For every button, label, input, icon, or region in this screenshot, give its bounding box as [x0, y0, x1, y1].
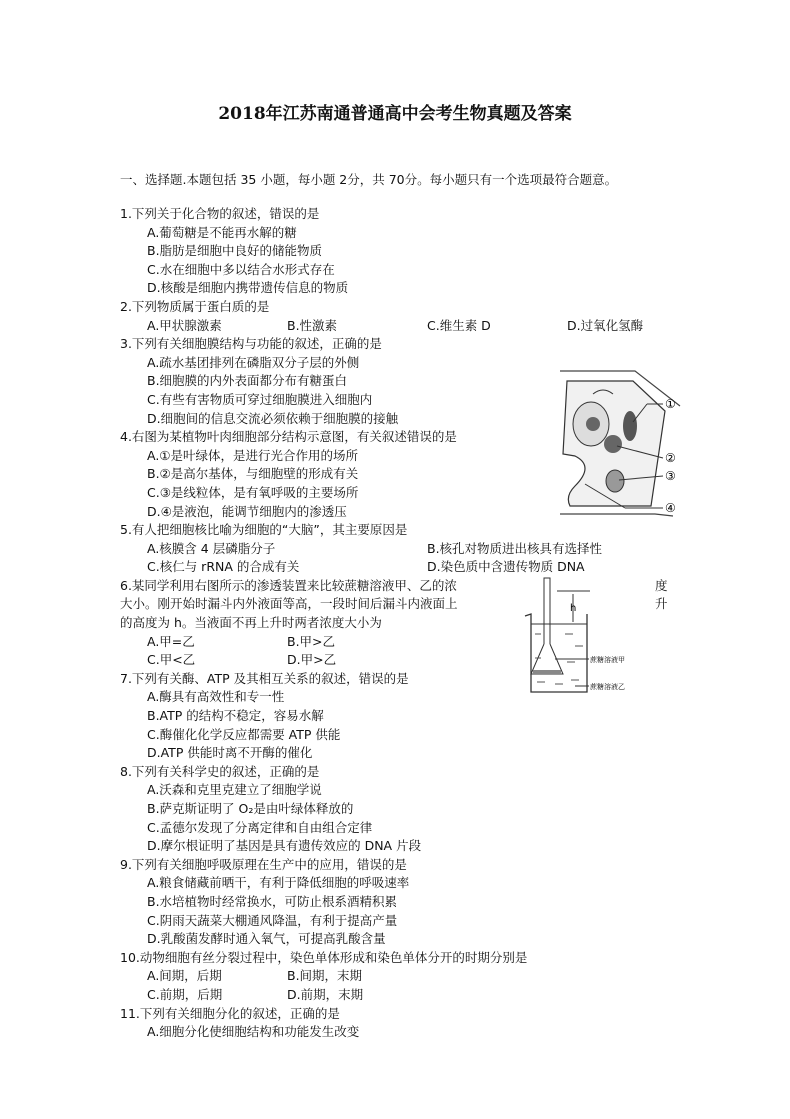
question-stem-tail: 度	[655, 577, 668, 593]
option-row	[120, 819, 680, 838]
inner-solution-label: 蔗糖溶液甲	[590, 656, 625, 664]
answer-option: D.④是液泡，能调节细胞内的渗透压	[147, 503, 347, 519]
answer-option: C.孟德尔发现了分离定律和自由组合定律	[147, 819, 373, 835]
question-stem: 4.右图为某植物叶肉细胞部分结构示意图，有关叙述错误的是	[120, 429, 457, 445]
osmosis-apparatus-diagram	[515, 574, 655, 699]
answer-option: D.染色质中含遗传物质 DNA	[427, 559, 585, 575]
h-label: h	[570, 603, 577, 614]
answer-option: C.维生素 D	[427, 317, 491, 333]
option-row	[120, 1023, 680, 1042]
answer-option: D.甲>乙	[287, 652, 337, 668]
plant-cell-diagram	[555, 366, 685, 521]
option-row	[120, 800, 680, 819]
answer-option: A.酶具有高效性和专一性	[147, 689, 285, 705]
answer-option: B.间期，末期	[287, 968, 363, 984]
option-row	[120, 707, 680, 726]
option-row	[120, 317, 680, 336]
option-row	[120, 893, 680, 912]
answer-option: D.细胞间的信息交流必须依赖于细胞膜的接触	[147, 410, 399, 426]
answer-option: D.ATP 供能时离不开酶的催化	[147, 745, 313, 761]
answer-option: C.甲<乙	[147, 652, 196, 668]
question-stem: 的高度为 h。当液面不再上升时两者浓度大小为	[120, 615, 382, 631]
cell-label-3: ③	[665, 469, 676, 483]
document-title: 2018年江苏南通普通高中会考生物真题及答案	[218, 104, 572, 124]
answer-option: B.甲>乙	[287, 633, 336, 649]
cell-label-2: ②	[665, 451, 676, 465]
option-row	[120, 930, 680, 949]
question-stem: 11.下列有关细胞分化的叙述，正确的是	[120, 1005, 340, 1021]
question-stem: 大小。刚开始时漏斗内外液面等高，一段时间后漏斗内液面上	[120, 596, 458, 612]
option-row	[120, 224, 680, 243]
option-row	[120, 874, 680, 893]
option-row	[120, 261, 680, 280]
answer-option: C.有些有害物质可穿过细胞膜进入细胞内	[147, 391, 373, 407]
cell-label-1: ①	[665, 397, 676, 411]
answer-option: B.细胞膜的内外表面都分布有糖蛋白	[147, 373, 348, 389]
answer-option: A.甲状腺激素	[147, 317, 222, 333]
answer-option: C.③是线粒体，是有氧呼吸的主要场所	[147, 484, 359, 500]
answer-option: A.沃森和克里克建立了细胞学说	[147, 782, 322, 798]
answer-option: D.摩尔根证明了基因是具有遗传效应的 DNA 片段	[147, 838, 422, 854]
question-stem: 1.下列关于化合物的叙述，错误的是	[120, 206, 320, 221]
answer-option: A.粮食储藏前晒干，有利于降低细胞的呼吸速率	[147, 875, 410, 891]
answer-option: A.细胞分化使细胞结构和功能发生改变	[147, 1024, 360, 1040]
answer-option: C.水在细胞中多以结合水形式存在	[147, 261, 335, 277]
answer-option: D.过氧化氢酶	[567, 317, 644, 333]
answer-option: A.①是叶绿体，是进行光合作用的场所	[147, 447, 359, 463]
option-row	[120, 744, 680, 763]
answer-option: B.脂肪是细胞中良好的储能物质	[147, 243, 323, 259]
option-row	[120, 242, 680, 261]
answer-option: C.阴雨天蔬菜大棚通风降温，有利于提高产量	[147, 912, 398, 928]
answer-option: A.甲=乙	[147, 633, 195, 649]
answer-option: C.核仁与 rRNA 的合成有关	[147, 559, 300, 575]
answer-option: A.葡萄糖是不能再水解的糖	[147, 224, 297, 240]
outer-solution-label: 蔗糖溶液乙	[590, 683, 625, 691]
cell-label-4: ④	[665, 501, 676, 515]
answer-option: B.核孔对物质进出核具有选择性	[427, 540, 603, 556]
option-row	[120, 912, 680, 931]
answer-option: A.核膜含 4 层磷脂分子	[147, 540, 276, 556]
question-stem-tail: 升	[655, 596, 668, 612]
option-row	[120, 967, 680, 986]
question-stem: 6.某同学利用右图所示的渗透装置来比较蔗糖溶液甲、乙的浓	[120, 577, 457, 593]
question-stem: 10.动物细胞有丝分裂过程中，染色单体形成和染色单体分开的时期分别是	[120, 949, 528, 965]
option-row	[120, 781, 680, 800]
answer-option: D.核酸是细胞内携带遗传信息的物质	[147, 280, 349, 296]
question-stem: 5.有人把细胞核比喻为细胞的“大脑”，其主要原因是	[120, 522, 408, 538]
answer-option: D.前期，末期	[287, 986, 364, 1002]
question-stem: 8.下列有关科学史的叙述，正确的是	[120, 763, 320, 779]
answer-option: C.酶催化化学反应都需要 ATP 供能	[147, 726, 341, 742]
answer-option: B.萨克斯证明了 O₂是由叶绿体释放的	[147, 801, 354, 816]
answer-option: B.②是高尔基体，与细胞壁的形成有关	[147, 466, 359, 482]
answer-option: B.性激素	[287, 317, 338, 333]
answer-option: C.前期，后期	[147, 986, 223, 1002]
answer-option: B.水培植物时经常换水，可防止根系酒精积累	[147, 893, 398, 909]
question-stem: 9.下列有关细胞呼吸原理在生产中的应用，错误的是	[120, 856, 407, 872]
option-row	[120, 540, 680, 559]
question-stem: 7.下列有关酶、ATP 及其相互关系的叙述，错误的是	[120, 670, 409, 686]
question-stem: 3.下列有关细胞膜结构与功能的叙述，正确的是	[120, 336, 382, 352]
section-heading: 一、选择题.本题包括 35 小题，每小题 2分，共 70分。每小题只有一个选项最符合题意。	[120, 172, 618, 187]
question-stem: 2.下列物质属于蛋白质的是	[120, 298, 270, 314]
option-row	[120, 726, 680, 745]
option-row	[120, 279, 680, 298]
answer-option: A.疏水基团排列在磷脂双分子层的外侧	[147, 354, 360, 370]
option-row	[120, 986, 680, 1005]
answer-option: A.间期，后期	[147, 968, 222, 984]
answer-option: B.ATP 的结构不稳定，容易水解	[147, 708, 324, 724]
answer-option: D.乳酸菌发酵时通入氧气，可提高乳酸含量	[147, 931, 386, 947]
option-row	[120, 837, 680, 856]
